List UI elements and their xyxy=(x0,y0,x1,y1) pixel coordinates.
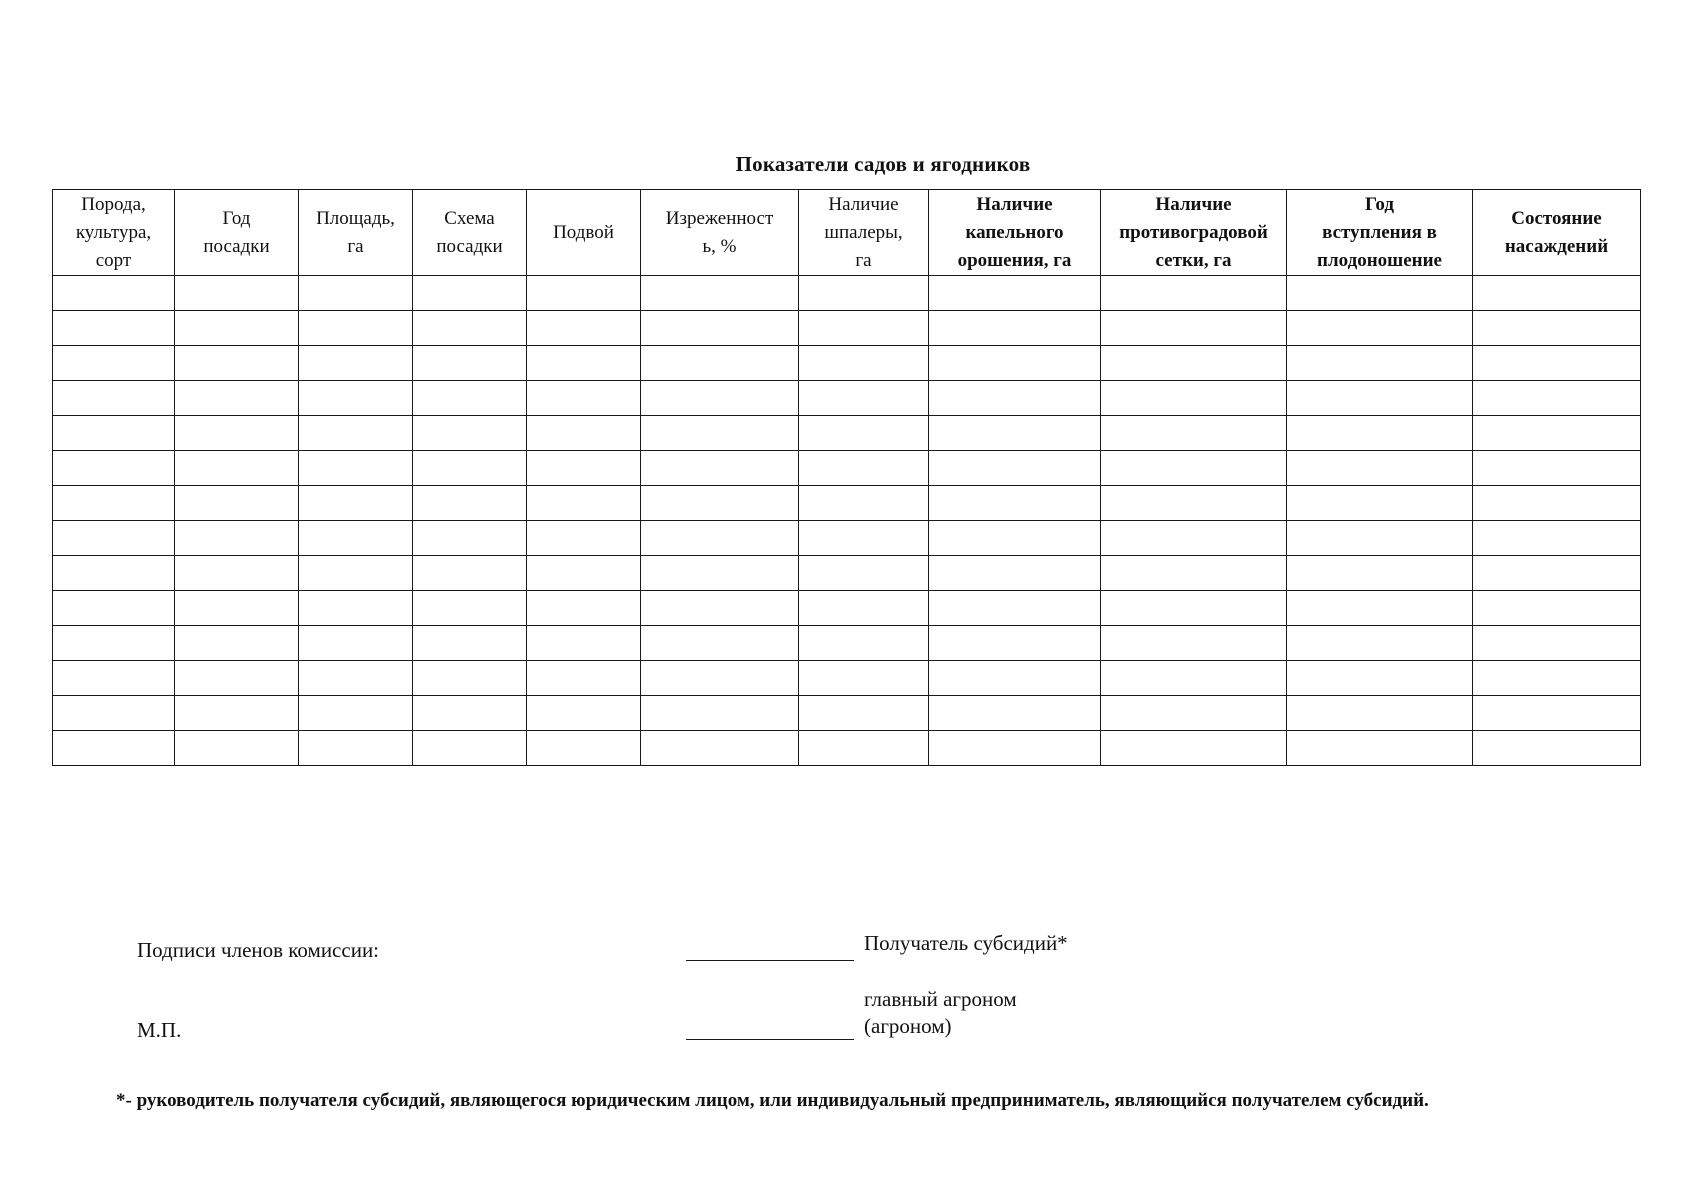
header-breed-culture-variety: Порода, культура, сорт xyxy=(53,190,175,276)
table-cell[interactable] xyxy=(299,591,413,626)
table-cell[interactable] xyxy=(413,626,527,661)
table-cell[interactable] xyxy=(527,486,641,521)
table-cell[interactable] xyxy=(53,556,175,591)
table-cell[interactable] xyxy=(641,346,799,381)
table-cell[interactable] xyxy=(175,696,299,731)
table-cell[interactable] xyxy=(299,626,413,661)
table-row xyxy=(53,626,1641,661)
table-cell[interactable] xyxy=(175,521,299,556)
table-cell[interactable] xyxy=(1473,276,1641,311)
table-cell[interactable] xyxy=(799,486,929,521)
table-cell[interactable] xyxy=(527,276,641,311)
table-cell[interactable] xyxy=(1287,731,1473,766)
table-cell[interactable] xyxy=(53,311,175,346)
table-cell[interactable] xyxy=(1287,521,1473,556)
table-cell[interactable] xyxy=(299,416,413,451)
stamp-place-label: М.П. xyxy=(137,1018,182,1042)
table-cell[interactable] xyxy=(413,416,527,451)
table-cell[interactable] xyxy=(1101,661,1287,696)
agronomist-label-line1: главный агроном xyxy=(864,987,1017,1011)
table-cell[interactable] xyxy=(413,661,527,696)
table-cell[interactable] xyxy=(799,416,929,451)
table-cell[interactable] xyxy=(527,346,641,381)
table-header-row xyxy=(53,190,1641,276)
recipient-label: Получатель субсидий* xyxy=(864,931,1068,955)
table-cell[interactable] xyxy=(1287,276,1473,311)
table-cell[interactable] xyxy=(1473,486,1641,521)
table-cell[interactable] xyxy=(641,626,799,661)
table-cell[interactable] xyxy=(175,591,299,626)
table-cell[interactable] xyxy=(299,451,413,486)
header-plantation-condition: Состояние насаждений xyxy=(1473,190,1641,276)
table-cell[interactable] xyxy=(1473,451,1641,486)
table-cell[interactable] xyxy=(641,521,799,556)
table-cell[interactable] xyxy=(1287,346,1473,381)
header-anti-hail-net: Наличие противоградовой сетки, га xyxy=(1101,190,1287,276)
table-cell[interactable] xyxy=(1101,626,1287,661)
table-cell[interactable] xyxy=(1473,626,1641,661)
table-cell[interactable] xyxy=(1101,346,1287,381)
table-cell[interactable] xyxy=(799,556,929,591)
table-cell[interactable] xyxy=(299,276,413,311)
table-cell[interactable] xyxy=(527,591,641,626)
table-cell[interactable] xyxy=(1473,346,1641,381)
table-cell[interactable] xyxy=(527,521,641,556)
table-cell[interactable] xyxy=(929,521,1101,556)
table-cell[interactable] xyxy=(1287,451,1473,486)
table-cell[interactable] xyxy=(799,521,929,556)
table-cell[interactable] xyxy=(53,731,175,766)
table-cell[interactable] xyxy=(1473,661,1641,696)
table-cell[interactable] xyxy=(299,661,413,696)
table-cell[interactable] xyxy=(641,451,799,486)
table-cell[interactable] xyxy=(641,696,799,731)
table-cell[interactable] xyxy=(1287,486,1473,521)
table-cell[interactable] xyxy=(1287,696,1473,731)
table-cell[interactable] xyxy=(1287,661,1473,696)
header-drip-irrigation: Наличие капельного орошения, га xyxy=(929,190,1101,276)
table-cell[interactable] xyxy=(299,696,413,731)
table-cell[interactable] xyxy=(641,731,799,766)
table-cell[interactable] xyxy=(799,731,929,766)
table-cell[interactable] xyxy=(527,416,641,451)
table-cell[interactable] xyxy=(1287,556,1473,591)
table-cell[interactable] xyxy=(1473,591,1641,626)
table-cell[interactable] xyxy=(527,381,641,416)
footnote: *- руководитель получателя субсидий, являющегося юридическим лицом, или индивидуальный предприниматель, являющийся получателем субсидий. xyxy=(116,1090,1429,1111)
table-cell[interactable] xyxy=(175,311,299,346)
table-cell[interactable] xyxy=(799,591,929,626)
table-cell[interactable] xyxy=(1473,696,1641,731)
table-cell[interactable] xyxy=(799,661,929,696)
table-cell[interactable] xyxy=(929,451,1101,486)
table-cell[interactable] xyxy=(413,731,527,766)
table-cell[interactable] xyxy=(299,381,413,416)
table-row xyxy=(53,381,1641,416)
table-cell[interactable] xyxy=(413,591,527,626)
table-cell[interactable] xyxy=(929,416,1101,451)
table-cell[interactable] xyxy=(1287,626,1473,661)
table-cell[interactable] xyxy=(1101,381,1287,416)
table-cell[interactable] xyxy=(1473,311,1641,346)
table-cell[interactable] xyxy=(1101,556,1287,591)
header-rootstock: Подвой xyxy=(527,190,641,276)
table-row xyxy=(53,521,1641,556)
table-cell[interactable] xyxy=(1473,521,1641,556)
table-cell[interactable] xyxy=(175,451,299,486)
table-row xyxy=(53,311,1641,346)
header-sparseness: Изреженност ь, % xyxy=(641,190,799,276)
orchard-indicators-table xyxy=(52,189,1641,766)
table-cell[interactable] xyxy=(929,486,1101,521)
table-cell[interactable] xyxy=(929,731,1101,766)
table-cell[interactable] xyxy=(527,661,641,696)
table-cell[interactable] xyxy=(641,311,799,346)
table-cell[interactable] xyxy=(1101,731,1287,766)
table-cell[interactable] xyxy=(53,696,175,731)
table-cell[interactable] xyxy=(929,346,1101,381)
table-cell[interactable] xyxy=(413,556,527,591)
commission-signatures-label: Подписи членов комиссии: xyxy=(137,938,380,962)
table-cell[interactable] xyxy=(413,346,527,381)
table-body xyxy=(53,276,1641,766)
table-row xyxy=(53,486,1641,521)
table-cell[interactable] xyxy=(299,486,413,521)
recipient-signature-line xyxy=(686,960,854,961)
table-cell[interactable] xyxy=(299,556,413,591)
table-cell[interactable] xyxy=(175,486,299,521)
table-cell[interactable] xyxy=(527,451,641,486)
table-row xyxy=(53,451,1641,486)
table-cell[interactable] xyxy=(175,276,299,311)
table-cell[interactable] xyxy=(53,381,175,416)
table-cell[interactable] xyxy=(299,311,413,346)
table-cell[interactable] xyxy=(1287,381,1473,416)
table-cell[interactable] xyxy=(53,276,175,311)
table-cell[interactable] xyxy=(1101,451,1287,486)
table-cell[interactable] xyxy=(413,696,527,731)
table-cell[interactable] xyxy=(1101,521,1287,556)
page-title: Показатели садов и ягодников xyxy=(735,152,1031,176)
table-cell[interactable] xyxy=(1473,381,1641,416)
table-cell[interactable] xyxy=(175,661,299,696)
table-row xyxy=(53,416,1641,451)
table-cell[interactable] xyxy=(1287,416,1473,451)
table-cell[interactable] xyxy=(641,276,799,311)
table-row xyxy=(53,591,1641,626)
table-cell[interactable] xyxy=(53,661,175,696)
table-cell[interactable] xyxy=(413,521,527,556)
header-planting-scheme: Схема посадки xyxy=(413,190,527,276)
table-cell[interactable] xyxy=(799,346,929,381)
table-row xyxy=(53,556,1641,591)
table-cell[interactable] xyxy=(929,556,1101,591)
table-cell[interactable] xyxy=(413,451,527,486)
table-cell[interactable] xyxy=(929,661,1101,696)
header-trellis: Наличие шпалеры, га xyxy=(799,190,929,276)
table-cell[interactable] xyxy=(299,521,413,556)
table-cell[interactable] xyxy=(53,346,175,381)
table-cell[interactable] xyxy=(641,486,799,521)
table-cell[interactable] xyxy=(413,486,527,521)
table-cell[interactable] xyxy=(1101,486,1287,521)
table-cell[interactable] xyxy=(799,451,929,486)
table-cell[interactable] xyxy=(175,556,299,591)
table-cell[interactable] xyxy=(413,381,527,416)
table-cell[interactable] xyxy=(1287,591,1473,626)
table-cell[interactable] xyxy=(527,626,641,661)
table-cell[interactable] xyxy=(413,276,527,311)
table-cell[interactable] xyxy=(929,591,1101,626)
table-cell[interactable] xyxy=(641,556,799,591)
table-cell[interactable] xyxy=(53,486,175,521)
table-cell[interactable] xyxy=(53,451,175,486)
table-cell[interactable] xyxy=(1473,556,1641,591)
table-cell[interactable] xyxy=(53,521,175,556)
table-cell[interactable] xyxy=(929,311,1101,346)
table-cell[interactable] xyxy=(299,731,413,766)
table-cell[interactable] xyxy=(1101,416,1287,451)
table-cell[interactable] xyxy=(175,416,299,451)
table-cell[interactable] xyxy=(413,311,527,346)
table-cell[interactable] xyxy=(299,346,413,381)
table-cell[interactable] xyxy=(929,626,1101,661)
table-row xyxy=(53,661,1641,696)
table-row xyxy=(53,346,1641,381)
header-planting-year: Год посадки xyxy=(175,190,299,276)
table-cell[interactable] xyxy=(527,731,641,766)
header-fruiting-year: Год вступления в плодоношение xyxy=(1287,190,1473,276)
table-cell[interactable] xyxy=(1101,276,1287,311)
table-cell[interactable] xyxy=(53,591,175,626)
table-row xyxy=(53,731,1641,766)
table-cell[interactable] xyxy=(929,276,1101,311)
table-cell[interactable] xyxy=(175,381,299,416)
table-cell[interactable] xyxy=(1473,416,1641,451)
agronomist-signature-line xyxy=(686,1039,854,1040)
table-cell[interactable] xyxy=(527,311,641,346)
table-cell[interactable] xyxy=(641,381,799,416)
table-cell[interactable] xyxy=(641,591,799,626)
table-cell[interactable] xyxy=(527,556,641,591)
table-cell[interactable] xyxy=(799,696,929,731)
table-cell[interactable] xyxy=(641,661,799,696)
table-cell[interactable] xyxy=(1287,311,1473,346)
table-cell[interactable] xyxy=(175,626,299,661)
table-cell[interactable] xyxy=(53,416,175,451)
table-cell[interactable] xyxy=(641,416,799,451)
table-cell[interactable] xyxy=(929,696,1101,731)
table-cell[interactable] xyxy=(53,626,175,661)
table-row xyxy=(53,696,1641,731)
table-cell[interactable] xyxy=(799,276,929,311)
table-cell[interactable] xyxy=(799,311,929,346)
table-cell[interactable] xyxy=(799,626,929,661)
header-area: Площадь, га xyxy=(299,190,413,276)
table-cell[interactable] xyxy=(929,381,1101,416)
table-cell[interactable] xyxy=(1473,731,1641,766)
table-row xyxy=(53,276,1641,311)
table-cell[interactable] xyxy=(175,346,299,381)
table-cell[interactable] xyxy=(527,696,641,731)
table-cell[interactable] xyxy=(1101,591,1287,626)
table-cell[interactable] xyxy=(1101,311,1287,346)
table-cell[interactable] xyxy=(799,381,929,416)
table-cell[interactable] xyxy=(175,731,299,766)
table-cell[interactable] xyxy=(1101,696,1287,731)
agronomist-label-line2: (агроном) xyxy=(864,1014,952,1038)
